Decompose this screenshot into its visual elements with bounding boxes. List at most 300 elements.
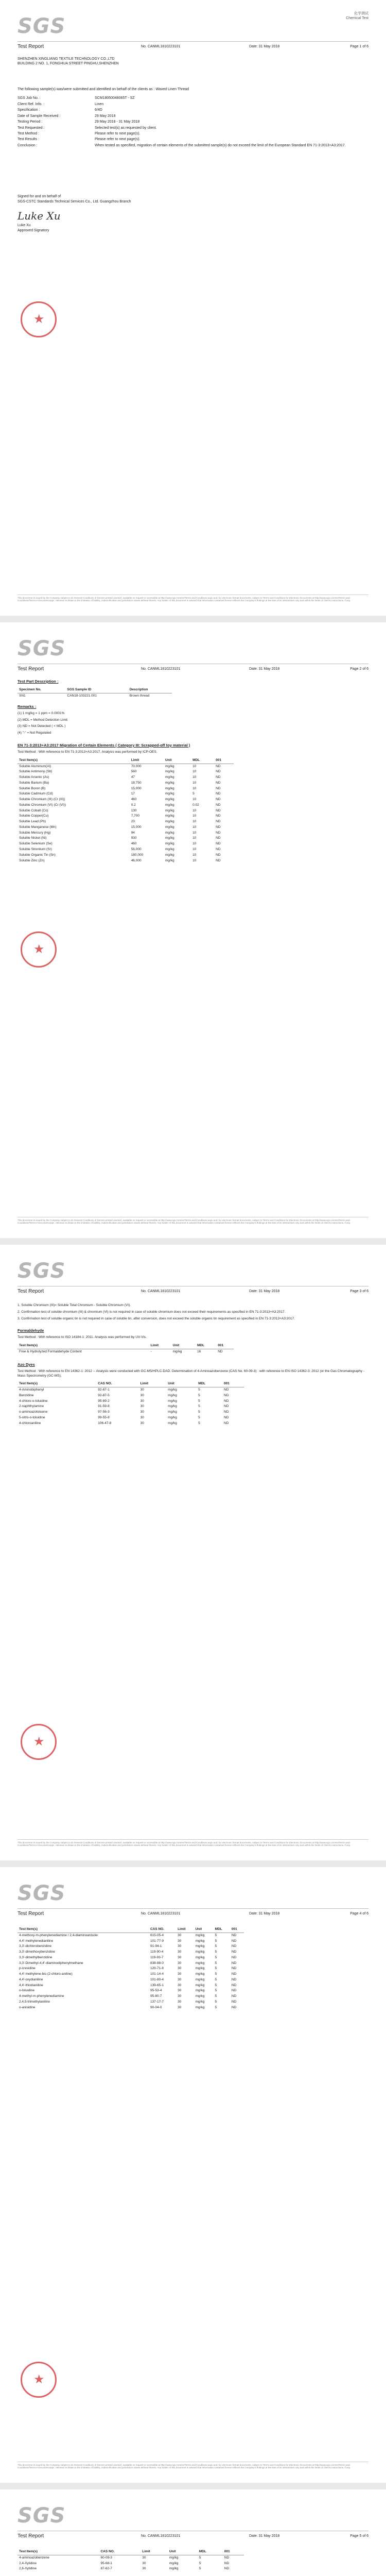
table-cell: 5 bbox=[192, 792, 195, 796]
table-cell: ND bbox=[231, 1999, 237, 2004]
table-cell: 5 bbox=[215, 2005, 217, 2009]
report-number: No. CANML1810223101 bbox=[141, 667, 181, 671]
table-cell: mg/kg bbox=[195, 1967, 205, 1971]
table-cell: 120-71-8 bbox=[150, 1967, 164, 1971]
table-cell: ND bbox=[231, 1989, 237, 1993]
table-cell: 10 bbox=[192, 825, 197, 829]
field-row: Conclusion : When tested as specified, migration of certain elements of the submitted sample(s) do not exceed the limit of the European Standard EN 71-3:2013+A3:2017. bbox=[17, 143, 346, 147]
table-cell: ND bbox=[216, 842, 221, 846]
company-seal-icon: ★ bbox=[21, 1724, 57, 1760]
table-row bbox=[17, 797, 234, 803]
table-row bbox=[17, 2555, 244, 2561]
table-cell: 2,4-Xylidine bbox=[19, 2561, 37, 2565]
table-cell: 106-47-8 bbox=[98, 1421, 112, 1425]
report-number: No. CANML1810223101 bbox=[141, 1290, 181, 1293]
table-cell: 5 bbox=[215, 1977, 217, 1981]
table-cell: mg/kg bbox=[168, 1388, 177, 1392]
table-cell: 30 bbox=[178, 1989, 182, 1993]
report-page-3 bbox=[0, 1245, 386, 1860]
formaldehyde-heading: Formaldehyde bbox=[17, 1328, 44, 1333]
table-cell: 10 bbox=[192, 820, 197, 824]
table-cell: ND bbox=[231, 1955, 237, 1959]
table-cell: mg/kg bbox=[165, 820, 174, 824]
table-cell: ND bbox=[216, 814, 221, 818]
report-number: No. CANML1810223101 bbox=[141, 2534, 181, 2538]
page-4-body bbox=[17, 1924, 369, 2010]
field-row: Client Ref. Info. : Linen bbox=[17, 102, 104, 106]
table-cell: 18,750 bbox=[131, 781, 142, 785]
table-cell: Benzidine bbox=[19, 1393, 34, 1397]
test-part-heading: Test Part Description : bbox=[17, 679, 59, 684]
table-cell: mg/kg bbox=[195, 1950, 205, 1954]
client-address: BUILDING 2 NO. 1, FONGHUA STREET PINGHU,SHENZHEN bbox=[17, 62, 119, 66]
table-cell: 15,000 bbox=[131, 825, 142, 829]
table-cell: 130 bbox=[131, 808, 137, 812]
table-cell: mg/kg bbox=[165, 764, 174, 768]
table-row bbox=[17, 841, 234, 847]
table-row bbox=[17, 769, 234, 775]
report-title: Test Report bbox=[17, 1289, 44, 1294]
table-cell: 5 bbox=[199, 2555, 201, 2560]
table-cell: 10 bbox=[192, 836, 197, 840]
table-cell: mg/kg bbox=[165, 842, 174, 846]
table-cell: 4-aminoazobenzene bbox=[19, 2555, 49, 2560]
table-cell: mg/kg bbox=[165, 786, 174, 790]
table-cell: ND bbox=[216, 825, 221, 829]
table-cell: 30 bbox=[178, 1944, 182, 1948]
table-cell: mg/kg bbox=[195, 1944, 205, 1948]
table-cell: 5 bbox=[215, 1961, 217, 1965]
table-row bbox=[17, 1966, 244, 1972]
table-cell: ND bbox=[216, 831, 221, 835]
table-cell: ND bbox=[216, 781, 221, 785]
table-cell: mg/kg bbox=[195, 1977, 205, 1981]
signer-title: Approved Signatory bbox=[17, 228, 49, 232]
table-cell: 2,4,5-trimethylaniline bbox=[19, 1999, 50, 2004]
table-cell: mg/kg bbox=[195, 2005, 205, 2009]
table-cell: ND bbox=[216, 792, 221, 796]
specimen-table bbox=[17, 687, 172, 699]
report-date: Date: 31 May 2018 bbox=[249, 1912, 280, 1916]
table-cell: 10 bbox=[192, 786, 197, 790]
sgs-logo: SGS bbox=[17, 14, 66, 38]
table-cell: mg/kg bbox=[195, 1933, 205, 1937]
table-cell: 4-chloroaniline bbox=[19, 1421, 41, 1425]
test-method: Test Method : With reference to ISO 14184-1: 2011. Analysis was performed by UV-Vis. bbox=[17, 1335, 147, 1340]
report-fields bbox=[17, 96, 369, 148]
table-cell: 30 bbox=[142, 2561, 146, 2565]
table-cell: Soluble Strontium (Sr) bbox=[19, 847, 52, 851]
table-cell: 30 bbox=[178, 1961, 182, 1965]
table-cell: 30 bbox=[178, 1994, 182, 1998]
table-cell: mg/kg bbox=[195, 1955, 205, 1959]
table-row bbox=[17, 819, 234, 825]
table-row bbox=[17, 2005, 244, 2011]
signed-for: Signed for and on behalf of bbox=[17, 195, 61, 199]
page-number: Page 5 of 6 bbox=[350, 2534, 369, 2538]
table-cell: ND bbox=[231, 1961, 237, 1965]
table-cell: 56,000 bbox=[131, 847, 142, 851]
note-item: 2. Confirmation test of soluble chromium (III) & chromium (VI) is not required in case of soluble chromium does not exceed their requirements as specified in EN 71-3:2013+A3:2017. bbox=[17, 1310, 286, 1314]
table-cell: 460 bbox=[131, 842, 137, 846]
table-cell: Soluble Cadmium (Cd) bbox=[19, 792, 53, 796]
table-cell: 60-09-3 bbox=[100, 2555, 112, 2560]
table-row bbox=[17, 764, 234, 769]
table-cell: 99-55-8 bbox=[98, 1415, 110, 1419]
table-cell: Soluble Antimony (Sb) bbox=[19, 770, 52, 774]
table-row bbox=[17, 1393, 244, 1399]
page-number: Page 1 of 6 bbox=[350, 45, 369, 48]
table-cell: ND bbox=[216, 798, 221, 802]
test-method: Test Method : With reference to EN 71-3:2013+A3:2017. Analysis was performed by ICP-OES. bbox=[17, 750, 157, 754]
table-cell: 30 bbox=[178, 1955, 182, 1959]
table-cell: ND bbox=[216, 803, 221, 807]
azo-heading: Azo Dyes bbox=[17, 1362, 35, 1367]
note-item: 1. Soluble Chromium (III)= Soluble Total Chromium - Soluble Chromium (VI). bbox=[17, 1303, 131, 1307]
remark-item: (3) ND = Not Detected ( < MDL ) bbox=[17, 724, 66, 728]
report-header bbox=[17, 666, 369, 673]
table-cell: 180,000 bbox=[131, 853, 144, 857]
table-row bbox=[17, 1977, 244, 1983]
table-cell: 5 bbox=[215, 1955, 217, 1959]
table-cell: 95-80-7 bbox=[150, 1994, 162, 1998]
table-row bbox=[17, 786, 234, 792]
page-number: Page 3 of 6 bbox=[350, 1290, 369, 1293]
table-cell: ND bbox=[216, 764, 221, 768]
table-cell: 5 bbox=[215, 1983, 217, 1987]
table-cell: ND bbox=[224, 1421, 229, 1425]
table-cell: mg/kg bbox=[165, 781, 174, 785]
elements-table bbox=[17, 758, 234, 864]
table-row bbox=[17, 1961, 244, 1967]
report-header bbox=[17, 1910, 369, 1918]
table-cell: 10 bbox=[192, 770, 197, 774]
table-cell: ND bbox=[224, 2567, 230, 2571]
table-header-row: Test Item(s) CAS NO. Limit Unit MDL 001 bbox=[17, 1927, 244, 1933]
table-cell: 30 bbox=[140, 1388, 144, 1392]
table-cell: Soluble Zinc (Zn) bbox=[19, 858, 45, 862]
sgs-logo: SGS bbox=[17, 1882, 66, 1905]
table-cell: ND bbox=[231, 1950, 237, 1954]
table-cell: ND bbox=[216, 808, 221, 812]
table-cell: 10 bbox=[192, 814, 197, 818]
report-number: No. CANML1810223101 bbox=[141, 45, 181, 48]
note-item: 3. Confirmation test of soluble organic tin is not required in case of soluble tin, after conversion, does not exceed the soluble organic tin requirement as specified in EN 71-3:2013+A3:2017. bbox=[17, 1316, 295, 1320]
page-number: Page 4 of 6 bbox=[350, 1912, 369, 1916]
table-cell: ND bbox=[231, 1939, 237, 1943]
table-cell: 119-90-4 bbox=[150, 1950, 164, 1954]
table-cell: 30 bbox=[178, 1939, 182, 1943]
sgs-logo: SGS bbox=[17, 1259, 66, 1283]
report-page-2 bbox=[0, 622, 386, 1238]
table-cell: p-cresidine bbox=[19, 1967, 36, 1971]
report-title: Test Report bbox=[17, 666, 44, 672]
report-header bbox=[17, 1288, 369, 1295]
chemical-test-title: 化学测试 Chemical Test bbox=[346, 12, 369, 21]
table-cell: Soluble Nickel (Ni) bbox=[19, 836, 47, 840]
table-cell: mg/kg bbox=[195, 1961, 205, 1965]
table-header-row: Specimen No. SGS Sample ID Description bbox=[17, 687, 172, 693]
table-cell: mg/kg bbox=[168, 1393, 177, 1397]
table-cell: 137-17-7 bbox=[150, 1999, 164, 2004]
table-row bbox=[17, 831, 234, 836]
table-row bbox=[17, 1950, 244, 1955]
header-divider bbox=[17, 1908, 369, 1909]
table-cell: 5 bbox=[198, 1404, 200, 1409]
remark-item: (2) MDL = Method Detection Limit bbox=[17, 718, 68, 722]
signer-name: Luke Xu bbox=[17, 224, 31, 228]
table-cell: 92-87-5 bbox=[98, 1393, 110, 1397]
table-row bbox=[17, 1933, 244, 1938]
table-row bbox=[17, 1983, 244, 1989]
client-name: SHENZHEN XINGLIANG TEXTILE TECHNOLOGY CO.,LTD bbox=[17, 57, 115, 61]
table-row bbox=[17, 2566, 244, 2572]
table-cell: ND bbox=[231, 1933, 237, 1937]
test-method: Test Method : With reference to EN 14362-1: 2012 -- Analysis were conducted with GC-MS/HPLC-DAD. Determination of 4-Aminoazobenzene (CAS No. 60-09-3) : with reference to EN ISO 14362-3: 2012 (or the Gas Chromatography - Mass Spectrometry (GC-MS). bbox=[17, 1369, 365, 1378]
table-cell: mg/kg bbox=[195, 1994, 205, 1998]
table-cell: 101-14-4 bbox=[150, 1972, 164, 1976]
signed-company: SGS-CSTC Standards Technical Services Co., Ltd. Guangzhou Branch bbox=[17, 199, 131, 204]
table-cell: 30 bbox=[178, 1983, 182, 1987]
table-cell: 838-88-0 bbox=[150, 1961, 164, 1965]
table-cell: 17 bbox=[131, 792, 135, 796]
table-cell: mg/kg bbox=[165, 803, 174, 807]
table-cell: 5 bbox=[215, 1933, 217, 1937]
table-cell: Soluble Mercury (Hg) bbox=[19, 831, 51, 835]
table-row bbox=[17, 1994, 244, 1999]
table-header-row: Test Item(s) CAS NO. Limit Unit MDL 001 bbox=[17, 2549, 244, 2555]
table-row bbox=[17, 1415, 244, 1421]
table-cell: mg/kg bbox=[195, 1999, 205, 2004]
table-cell: o-toluidine bbox=[19, 1989, 34, 1993]
table-cell: 10 bbox=[192, 847, 197, 851]
header-divider bbox=[17, 41, 369, 42]
table-cell: 5 bbox=[215, 1944, 217, 1948]
table-cell: mg/kg bbox=[195, 1939, 205, 1943]
table-cell: 5 bbox=[215, 1939, 217, 1943]
field-row: Testing Period : 29 May 2018 - 31 May 2018 bbox=[17, 120, 140, 124]
table-cell: ND bbox=[231, 1983, 237, 1987]
table-cell: 30 bbox=[178, 1999, 182, 2004]
field-row: Date of Sample Received : 29 May 2018 bbox=[17, 114, 116, 118]
report-page-4 bbox=[0, 1867, 386, 2483]
table-cell: mg/kg bbox=[165, 808, 174, 812]
page-number: Page 2 of 6 bbox=[350, 667, 369, 671]
table-cell: 95-69-2 bbox=[98, 1399, 110, 1403]
page-footer: This document is issued by the Company subject to its General Conditions of Service printed overleaf, available on request or accessible at http://www.sgs.com/en/Terms-and-Conditions.aspx and, for electronic format documents, subject to Terms and Conditions for Electronic Documents at http://www.sgs.com/en/Terms-and-Conditions/Terms-e-Document.aspx. Attention is drawn to the limitation of liability, indemnification and jurisdiction issues defined therein. Any holder of this document is advised that information contained hereon reflects the Company's findings at the time of its intervention only and within the limits of Client's instructions, if any. bbox=[17, 1839, 369, 1847]
page-3-body bbox=[17, 1301, 369, 1427]
table-cell: 97-56-3 bbox=[98, 1410, 110, 1414]
table-cell: 5 bbox=[215, 1999, 217, 2004]
report-page-1 bbox=[0, 0, 386, 616]
table-cell: 3,3'-Dimethyl-4,4'-diaminodiphenylmethane bbox=[19, 1961, 83, 1965]
table-cell: ND bbox=[216, 836, 221, 840]
table-cell: ND bbox=[216, 853, 221, 857]
table-cell: 30 bbox=[140, 1410, 144, 1414]
table-cell: 30 bbox=[178, 1972, 182, 1976]
table-cell: 30 bbox=[178, 1967, 182, 1971]
table-cell: 30 bbox=[178, 1950, 182, 1954]
report-date: Date: 31 May 2018 bbox=[249, 667, 280, 671]
table-header-row: Test Item(s) Limit Unit MDL 001 bbox=[17, 1343, 234, 1349]
table-cell: 91-94-1 bbox=[150, 1944, 162, 1948]
table-row: SN1 CAN18-103221.001 Brown thread bbox=[19, 693, 150, 698]
report-header bbox=[17, 43, 369, 50]
table-cell: ND bbox=[231, 1972, 237, 1976]
table-cell: ND bbox=[224, 1410, 229, 1414]
table-header-row: Test Item(s) Limit Unit MDL 001 bbox=[17, 758, 234, 764]
report-date: Date: 31 May 2018 bbox=[249, 1290, 280, 1293]
table-cell: Soluble Arsenic (As) bbox=[19, 775, 49, 779]
table-row bbox=[17, 1421, 244, 1427]
azo-table bbox=[17, 1381, 244, 1426]
table-cell: 87-62-7 bbox=[100, 2567, 112, 2571]
table-row bbox=[17, 1972, 244, 1977]
table-cell: 30 bbox=[142, 2567, 146, 2571]
table-cell: 101-80-4 bbox=[150, 1977, 164, 1981]
table-cell: 460 bbox=[131, 798, 137, 802]
table-cell: ND bbox=[224, 2555, 230, 2560]
table-cell: Soluble Selenium (Se) bbox=[19, 842, 52, 846]
table-cell: 5 bbox=[199, 2567, 201, 2571]
table-cell: ND bbox=[216, 770, 221, 774]
table-row bbox=[17, 825, 234, 831]
report-number: No. CANML1810223101 bbox=[141, 1912, 181, 1916]
table-header-row: Test Item(s) CAS NO. Limit Unit MDL 001 bbox=[17, 1381, 244, 1387]
table-cell: 94 bbox=[131, 831, 135, 835]
table-cell: 91-59-8 bbox=[98, 1404, 110, 1409]
table-cell: 90-04-0 bbox=[150, 2005, 162, 2009]
table-cell: 10 bbox=[192, 764, 197, 768]
field-row: Test Method : Please refer to next page(s). bbox=[17, 131, 141, 135]
table-cell: mg/kg bbox=[165, 770, 174, 774]
table-cell: ND bbox=[231, 2005, 237, 2009]
table-row bbox=[17, 1410, 244, 1415]
table-cell: mg/kg bbox=[169, 2561, 179, 2565]
table-cell: o-aminoazotoluene bbox=[19, 1410, 48, 1414]
report-title: Test Report bbox=[17, 44, 44, 49]
table-cell: mg/kg bbox=[169, 2555, 179, 2560]
table-row bbox=[17, 775, 234, 781]
table-cell: Soluble Boron (B) bbox=[19, 786, 46, 790]
table-cell: Soluble Manganese (Mn) bbox=[19, 825, 57, 829]
table-cell: 5 bbox=[198, 1399, 200, 1403]
table-cell: Soluble Cobalt (Co) bbox=[19, 808, 48, 812]
table-cell: 5 bbox=[215, 1994, 217, 1998]
table-cell: 3,3'-dimethylbenzidine bbox=[19, 1955, 52, 1959]
table-cell: 46,000 bbox=[131, 858, 142, 862]
table-cell: ND bbox=[231, 1944, 237, 1948]
report-header bbox=[17, 2533, 369, 2540]
table-cell: mg/kg bbox=[195, 1983, 205, 1987]
table-cell: 4-Aminobiphenyl bbox=[19, 1388, 44, 1392]
table-cell: 4-methyl-m-phenylenediamine bbox=[19, 1994, 64, 1998]
report-title: Test Report bbox=[17, 1911, 44, 1917]
table-cell: 30 bbox=[140, 1421, 144, 1425]
table-cell: ND bbox=[216, 820, 221, 824]
table-cell: ND bbox=[224, 1415, 229, 1419]
table-cell: mg/kg bbox=[168, 1415, 177, 1419]
table-cell: 2-naphthylamine bbox=[19, 1404, 44, 1409]
table-cell: 4,4'-methylenedianiline bbox=[19, 1939, 54, 1943]
table-cell: mg/kg bbox=[165, 775, 174, 779]
table-cell: 2,6-Xylidine bbox=[19, 2567, 37, 2571]
azo-table-end bbox=[17, 2549, 244, 2572]
table-cell: mg/kg bbox=[195, 1989, 205, 1993]
table-cell: 5 bbox=[215, 1967, 217, 1971]
remark-item: (4) "-" = Not Regulated bbox=[17, 731, 51, 735]
table-row bbox=[17, 2561, 244, 2567]
table-cell: Soluble Chromium (III) (Cr (III)) bbox=[19, 798, 65, 802]
page-2-body bbox=[17, 679, 369, 863]
table-row: Free & Hydrolyzed Formaldehyde Content - mg/kg 16 ND bbox=[19, 1349, 223, 1353]
table-row bbox=[17, 1939, 244, 1944]
table-cell: 70,000 bbox=[131, 764, 142, 768]
table-cell: 30 bbox=[140, 1393, 144, 1397]
table-row bbox=[17, 1988, 244, 1994]
table-row bbox=[17, 803, 234, 808]
table-cell: o-anisidine bbox=[19, 2005, 36, 2009]
table-cell: 10 bbox=[192, 808, 197, 812]
table-row bbox=[17, 1944, 244, 1950]
field-row: Test Results : Please refer to next page(s). bbox=[17, 138, 141, 142]
page-footer: This document is issued by the Company subject to its General Conditions of Service printed overleaf, available on request or accessible at http://www.sgs.com/en/Terms-and-Conditions.aspx and, for electronic format documents, subject to Terms and Conditions for Electronic Documents at http://www.sgs.com/en/Terms-and-Conditions/Terms-e-Document.aspx. Attention is drawn to the limitation of liability, indemnification and jurisdiction issues defined therein. Any holder of this document is advised that information contained hereon reflects the Company's findings at the time of its intervention only and within the limits of Client's instructions, if any. bbox=[17, 1217, 369, 1225]
table-row bbox=[17, 791, 234, 797]
remark-item: (1) 1 mg/kg = 1 ppm = 0.0001% bbox=[17, 711, 65, 715]
table-cell: 95-53-4 bbox=[150, 1989, 162, 1993]
table-cell: 0.02 bbox=[192, 803, 199, 807]
table-cell: 5 bbox=[198, 1415, 200, 1419]
table-cell: Soluble Chromium (VI) (Cr (VI)) bbox=[19, 803, 66, 807]
table-cell: 10 bbox=[192, 831, 197, 835]
table-cell: ND bbox=[224, 1404, 229, 1409]
page-footer: This document is issued by the Company subject to its General Conditions of Service printed overleaf, available on request or accessible at http://www.sgs.com/en/Terms-and-Conditions.aspx and, for electronic format documents, subject to Terms and Conditions for Electronic Documents at http://www.sgs.com/en/Terms-and-Conditions/Terms-e-Document.aspx. Attention is drawn to the limitation of liability, indemnification and jurisdiction issues defined therein. Any holder of this document is advised that information contained hereon reflects the Company's findings at the time of its intervention only and within the limits of Client's instructions, if any. bbox=[17, 2462, 369, 2469]
company-seal-icon: ★ bbox=[21, 301, 57, 337]
table-cell: 30 bbox=[140, 1399, 144, 1403]
table-cell: 5-nitro-o-toluidine bbox=[19, 1415, 45, 1419]
company-seal-icon: ★ bbox=[21, 931, 57, 968]
field-row: Test Requested : Selected test(s) as requested by client. bbox=[17, 126, 157, 130]
table-cell: Soluble Lead (Pb) bbox=[19, 820, 46, 824]
table-cell: ND bbox=[216, 858, 221, 862]
table-cell: ND bbox=[216, 847, 221, 851]
section-heading: EN 71-3:2013+A3:2017 Migration of Certain Elements ( Category III: Scrapped-off toy material ) bbox=[17, 742, 190, 748]
table-cell: 3,3'-dimethoxybenzidine bbox=[19, 1950, 55, 1954]
table-cell: mg/kg bbox=[168, 1410, 177, 1414]
table-cell: ND bbox=[224, 1388, 229, 1392]
table-row bbox=[17, 1404, 244, 1410]
table-cell: Soluble Barium (Ba) bbox=[19, 781, 49, 785]
table-cell: 47 bbox=[131, 775, 135, 779]
table-row bbox=[17, 836, 234, 841]
sgs-logo: SGS bbox=[17, 2504, 66, 2528]
table-cell: 0.2 bbox=[131, 803, 136, 807]
table-cell: 139-65-1 bbox=[150, 1983, 164, 1987]
table-cell: mg/kg bbox=[165, 825, 174, 829]
table-cell: 5 bbox=[215, 1950, 217, 1954]
table-cell: ND bbox=[231, 1967, 237, 1971]
table-cell: 4,4'-oxydianiline bbox=[19, 1977, 43, 1981]
table-cell: 4,4'-thiodianiline bbox=[19, 1983, 43, 1987]
report-title: Test Report bbox=[17, 2533, 44, 2539]
page-footer: This document is issued by the Company subject to its General Conditions of Service printed overleaf, available on request or accessible at http://www.sgs.com/en/Terms-and-Conditions.aspx and, for electronic format documents, subject to Terms and Conditions for Electronic Documents at http://www.sgs.com/en/Terms-and-Conditions/Terms-e-Document.aspx. Attention is drawn to the limitation of liability, indemnification and jurisdiction issues defined therein. Any holder of this document is advised that information contained hereon reflects the Company's findings at the time of its intervention only and within the limits of Client's instructions, if any. bbox=[17, 595, 369, 602]
sgs-logo: SGS bbox=[17, 637, 66, 660]
table-cell: 30 bbox=[142, 2555, 146, 2560]
table-cell: 95-68-1 bbox=[100, 2561, 112, 2565]
table-cell: 5 bbox=[215, 1989, 217, 1993]
table-cell: Soluble Copper(Cu) bbox=[19, 814, 49, 818]
table-cell: mg/kg bbox=[168, 1399, 177, 1403]
